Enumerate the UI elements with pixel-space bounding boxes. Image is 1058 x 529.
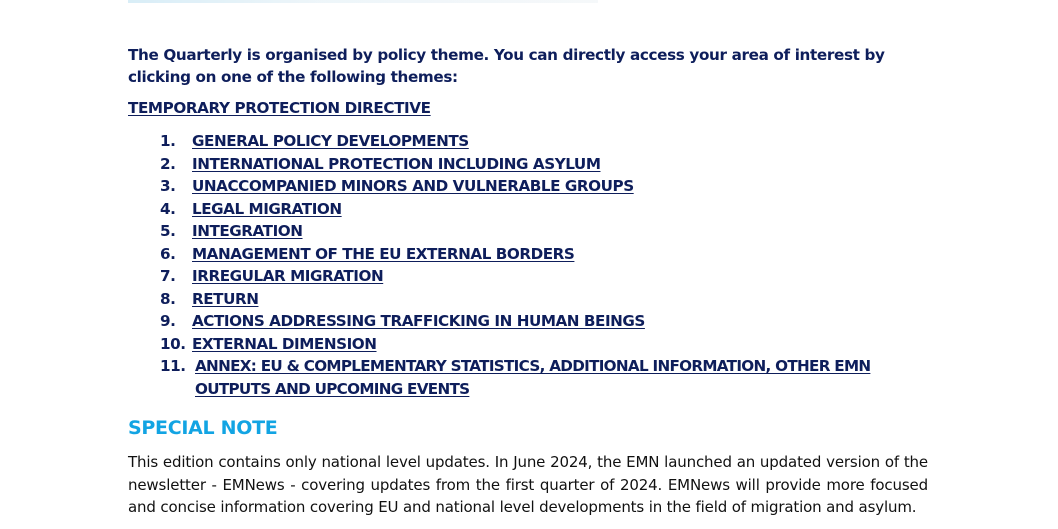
theme-number: 4. [160,199,176,218]
theme-link-trafficking[interactable]: ACTIONS ADDRESSING TRAFFICKING IN HUMAN BEINGS [192,312,645,330]
theme-list-item [160,220,930,243]
theme-number: 5. [160,222,176,240]
theme-list-item [160,355,930,400]
theme-link-integration[interactable]: INTEGRATION [192,222,303,240]
theme-list [160,130,930,400]
theme-list-item [160,130,930,153]
theme-number: 2. [160,154,176,173]
theme-number: 7. [160,267,176,285]
theme-list-item [160,175,930,198]
theme-link-annex[interactable]: ANNEX: EU & COMPLEMENTARY STATISTICS, ADDITIONAL INFORMATION, OTHER EMN OUTPUTS AND UPCOMING EVENTS [195,357,871,398]
previous-content-remnant [128,0,598,3]
theme-link-return[interactable]: RETURN [192,289,259,308]
theme-list-item [160,310,930,333]
theme-link-temporary-protection-directive[interactable]: TEMPORARY PROTECTION DIRECTIVE [128,99,431,117]
special-note-heading: SPECIAL NOTE [128,417,278,439]
intro-paragraph: The Quarterly is organised by policy theme. You can directly access your area of interest by clicking on one of the following themes: [128,46,885,86]
theme-link-unaccompanied-minors[interactable]: UNACCOMPANIED MINORS AND VULNERABLE GROUPS [192,177,634,195]
theme-link-temporary-protection-directive-container [128,98,431,118]
theme-list-item [160,153,930,176]
theme-link-irregular-migration[interactable]: IRREGULAR MIGRATION [192,267,384,285]
theme-number: 9. [160,312,176,330]
theme-number: 8. [160,289,176,308]
theme-link-general-policy-developments[interactable]: GENERAL POLICY DEVELOPMENTS [192,132,469,150]
theme-link-legal-migration[interactable]: LEGAL MIGRATION [192,199,342,218]
theme-number: 10. [160,334,186,353]
theme-link-external-borders[interactable]: MANAGEMENT OF THE EU EXTERNAL BORDERS [192,244,575,263]
theme-list-item [160,288,930,311]
theme-number: 6. [160,244,176,263]
theme-number: 11. [160,357,186,375]
theme-list-item [160,333,930,356]
theme-list-item [160,243,930,266]
theme-number: 1. [160,132,176,150]
theme-link-external-dimension[interactable]: EXTERNAL DIMENSION [192,334,377,353]
theme-list-item [160,198,930,221]
theme-list-item [160,265,930,288]
theme-link-international-protection[interactable]: INTERNATIONAL PROTECTION INCLUDING ASYLUM [192,154,601,173]
special-note-body: This edition contains only national level updates. In June 2024, the EMN launched an updated version of the newsletter - EMNews - covering updates from the first quarter of 2024. EMNews will provide more focused and concise information covering EU and national level developments in the field of migration and asylum. [128,453,928,516]
theme-number: 3. [160,177,176,195]
